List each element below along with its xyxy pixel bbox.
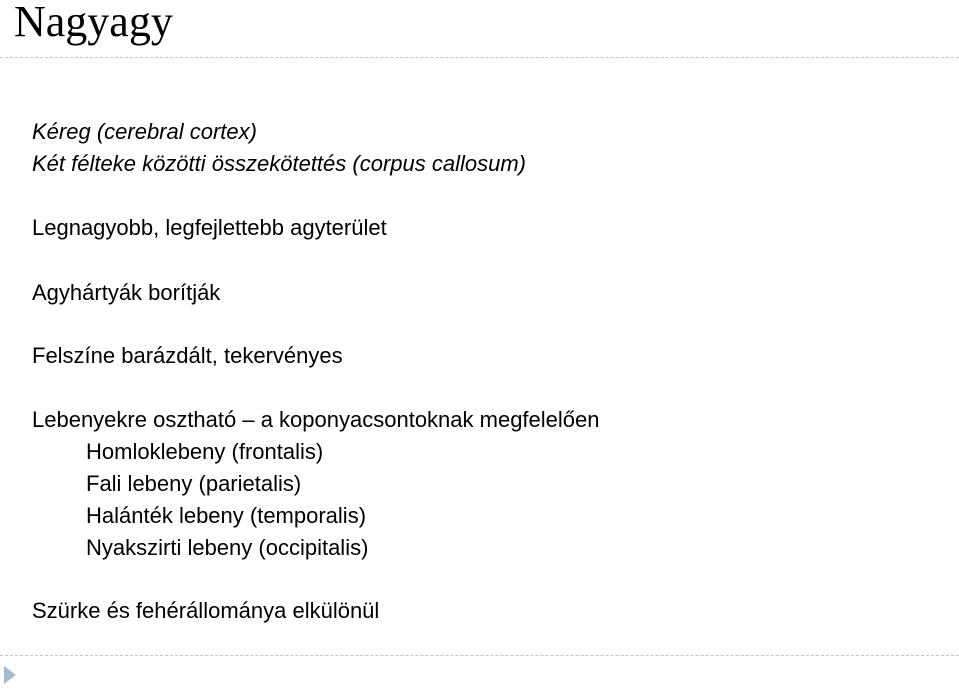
text-line-frontal-lobe: Homloklebeny (frontalis) xyxy=(86,439,324,464)
title-divider xyxy=(0,57,959,58)
text-line-cortex: Kéreg (cerebral cortex) xyxy=(32,119,257,144)
text-line-surface: Felszíne barázdált, tekervényes xyxy=(32,343,343,368)
play-triangle-icon xyxy=(4,666,16,684)
text-line-temporal-lobe: Halánték lebeny (temporalis) xyxy=(86,503,367,528)
text-line-grey-white-matter: Szürke és fehérállománya elkülönül xyxy=(32,598,380,623)
text-line-occipital-lobe: Nyakszirti lebeny (occipitalis) xyxy=(86,535,369,560)
text-line-largest-area: Legnagyobb, legfejlettebb agyterület xyxy=(32,215,387,240)
text-line-meninges: Agyhártyák borítják xyxy=(32,280,221,305)
text-line-lobes: Lebenyekre osztható – a koponyacsontoknak megfelelően xyxy=(32,407,600,432)
slide-title: Nagyagy xyxy=(14,0,173,46)
footer-divider xyxy=(0,655,959,656)
text-line-parietal-lobe: Fali lebeny (parietalis) xyxy=(86,471,302,496)
text-line-corpus-callosum: Két félteke közötti összekötettés (corpus callosum) xyxy=(32,151,526,176)
